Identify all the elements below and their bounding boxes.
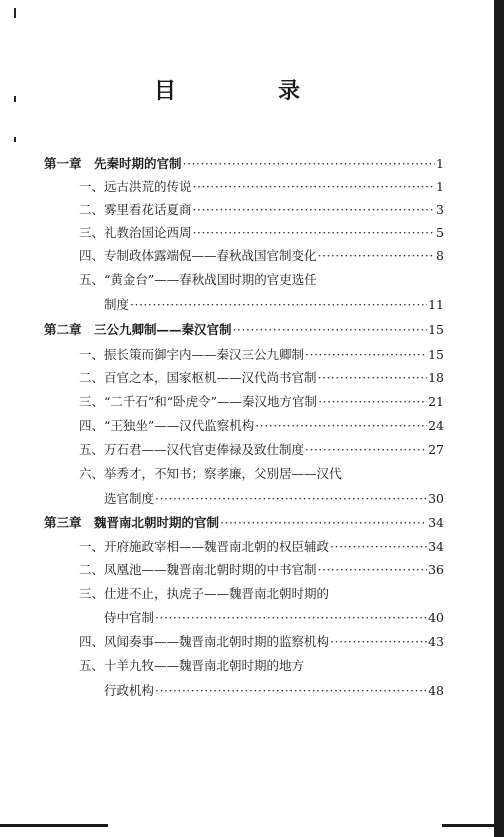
toc-entry-label: 一、开府施政宰相——魏晋南北朝的权臣辅政 [79, 539, 330, 554]
toc-entry-label: 六、举秀才，不知书；察孝廉，父别居——汉代 [79, 466, 342, 481]
scan-mark [14, 137, 16, 142]
toc-entry-label: 侍中官制 [104, 610, 155, 625]
toc-entry-row [79, 345, 444, 363]
toc-entry-row [79, 632, 444, 650]
toc-page-number: 8 [436, 248, 444, 263]
toc-page-number: 11 [428, 297, 444, 312]
toc-entry-label: 一、振长策而御宇内——秦汉三公九卿制 [79, 347, 305, 362]
toc-leader-dots [130, 297, 427, 313]
toc-page-number: 48 [428, 683, 444, 698]
toc-entry-row [79, 440, 444, 458]
scan-mark [14, 8, 16, 18]
toc-entry-row [79, 223, 444, 241]
toc-entry-row [79, 416, 444, 434]
toc-page-number: 1 [436, 179, 444, 194]
toc-entry-label: 第三章 魏晋南北朝时期的官制 [44, 515, 220, 530]
toc-leader-dots [305, 442, 427, 458]
toc-entry-row [104, 681, 444, 699]
toc-leader-dots [330, 634, 427, 650]
toc-chapter-row [44, 513, 444, 531]
footer-rule-left [0, 824, 108, 827]
toc-entry-label: 五、十羊九牧——魏晋南北朝时期的地方 [79, 658, 305, 673]
toc-page-number: 43 [428, 634, 444, 649]
page-title: 目 录 [153, 79, 340, 104]
toc-entry-label: 制度 [104, 297, 130, 312]
toc-page-number: 15 [428, 347, 444, 362]
toc-leader-dots [233, 322, 428, 338]
toc-page-number: 40 [428, 610, 444, 625]
toc-page-number: 34 [428, 539, 444, 554]
toc-page-number: 36 [428, 562, 444, 577]
toc-entry-label: 第二章 三公九卿制——秦汉官制 [44, 322, 232, 337]
toc-page-number: 21 [428, 394, 444, 409]
toc-entry-label: 一、远古洪荒的传说 [79, 179, 192, 194]
toc-leader-dots [255, 418, 427, 434]
toc-leader-dots [193, 179, 436, 195]
toc-entry-row [79, 537, 444, 555]
toc-page-number: 18 [428, 370, 444, 385]
toc-chapter-row [44, 154, 444, 172]
toc-entry-row [79, 246, 444, 264]
toc-page-number: 30 [428, 491, 444, 506]
toc-leader-dots [155, 610, 427, 626]
toc-entry-row [104, 295, 444, 313]
toc-entry-label: 二、凤凰池——魏晋南北朝时期的中书官制 [79, 562, 317, 577]
toc-entry-row [79, 656, 444, 674]
toc-leader-dots [305, 347, 427, 363]
toc-entry-label: 四、专制政体露端倪——春秋战国官制变化 [79, 248, 317, 263]
toc-page-number: 27 [428, 442, 444, 457]
toc-leader-dots [318, 248, 436, 264]
toc-entry-label: 选官制度 [104, 491, 155, 506]
toc-entry-row [79, 200, 444, 218]
toc-page-number: 5 [436, 225, 444, 240]
toc-page-number: 3 [436, 202, 444, 217]
toc-entry-label: 行政机构 [104, 683, 155, 698]
toc-page-number: 34 [428, 515, 444, 530]
toc-entry-label: 二、雾里看花话夏商 [79, 202, 192, 217]
toc-entry-row [79, 177, 444, 195]
toc-chapter-row [44, 320, 444, 338]
toc-entry-label: 三、“二千石”和“卧虎令”——秦汉地方官制 [79, 394, 318, 409]
scan-edge-right [494, 0, 504, 837]
toc-entry-label: 五、万石君——汉代官吏俸禄及致仕制度 [79, 442, 305, 457]
toc-entry-label: 三、仕进不止，执虎子——魏晋南北朝时期的 [79, 586, 330, 601]
toc-entry-label: 第一章 先秦时期的官制 [44, 156, 182, 171]
toc-leader-dots [155, 683, 427, 699]
toc-entry-row [79, 560, 444, 578]
toc-entry-label: 五、“黄金台”——春秋战国时期的官吏选任 [79, 272, 317, 287]
toc-entry-row [79, 368, 444, 386]
toc-entry-row [79, 270, 444, 288]
toc-page-number: 1 [436, 156, 444, 171]
toc-leader-dots [193, 202, 436, 218]
toc-entry-row [79, 464, 444, 482]
toc-page-number: 15 [428, 322, 444, 337]
toc-leader-dots [193, 225, 436, 241]
toc-leader-dots [220, 515, 427, 531]
toc-entry-row [79, 392, 444, 410]
toc-entry-label: 四、风闻奏事——魏晋南北朝时期的监察机构 [79, 634, 330, 649]
toc-leader-dots [183, 156, 436, 172]
toc-leader-dots [318, 562, 428, 578]
toc-leader-dots [155, 491, 427, 507]
toc-leader-dots [318, 370, 428, 386]
toc-leader-dots [330, 539, 427, 555]
toc-page-number: 24 [428, 418, 444, 433]
toc-entry-row [104, 489, 444, 507]
toc-entry-label: 二、百官之本，国家枢机——汉代尚书官制 [79, 370, 317, 385]
toc-entry-row [104, 608, 444, 626]
toc-entry-row [79, 584, 444, 602]
toc-leader-dots [318, 394, 427, 410]
footer-rule-right [442, 824, 494, 827]
toc-entry-label: 四、“王独坐”——汉代监察机构 [79, 418, 255, 433]
toc-entry-label: 三、礼教治国论西周 [79, 225, 192, 240]
